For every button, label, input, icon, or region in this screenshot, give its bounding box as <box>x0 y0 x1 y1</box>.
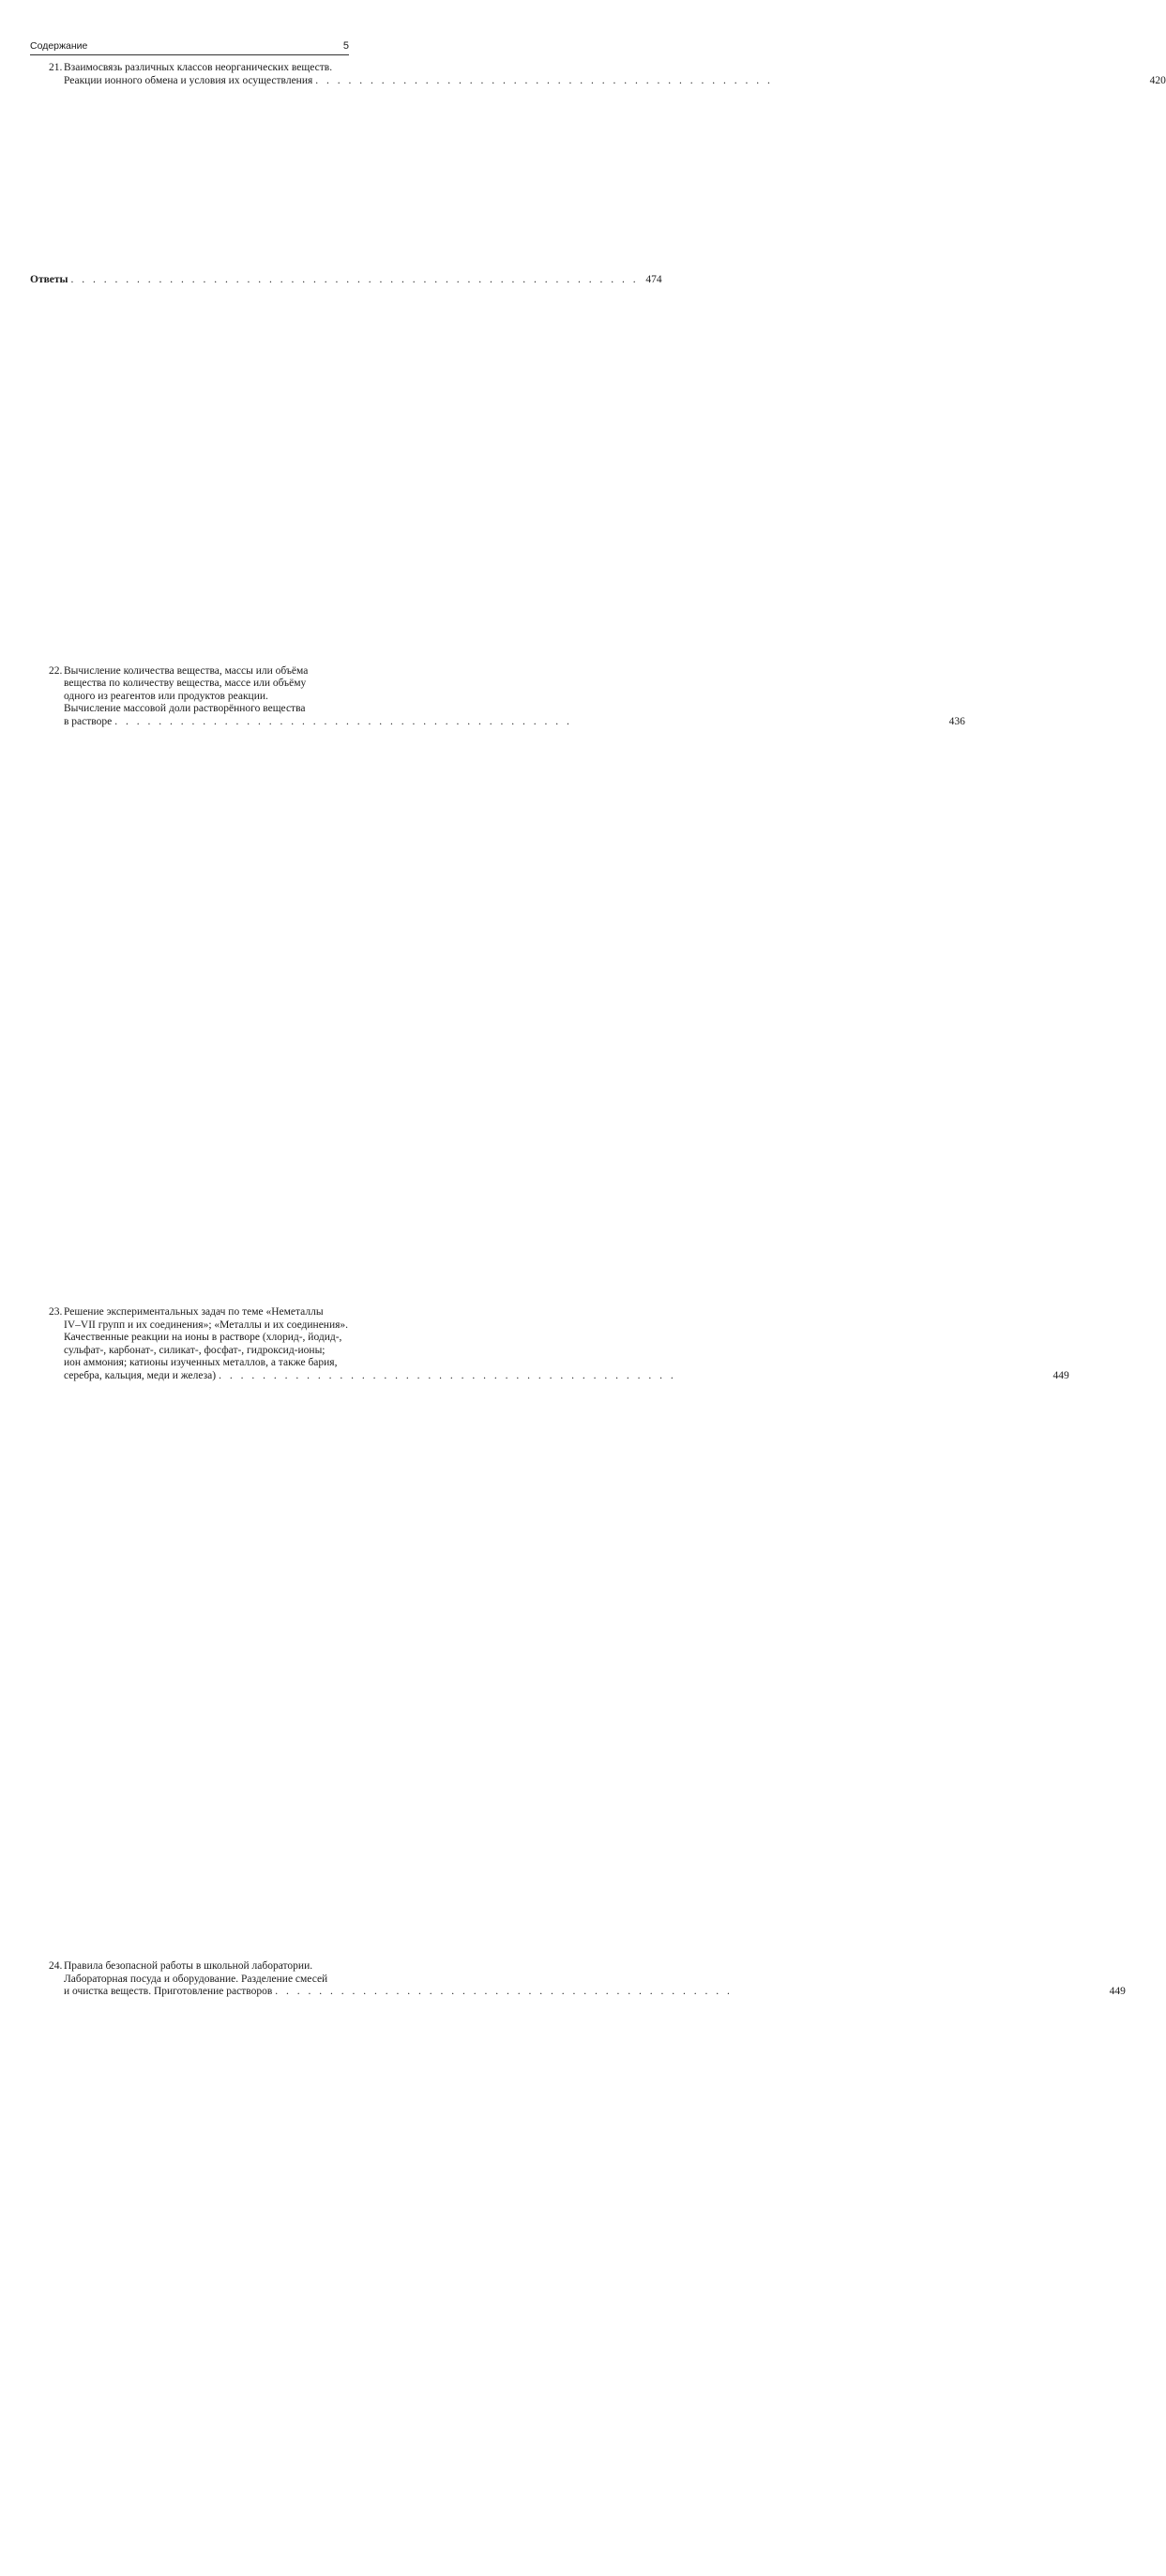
toc-entry-page: 449 <box>1052 1369 1069 1381</box>
toc-entry[interactable] <box>49 1959 1126 2572</box>
leader-dots: . . . . . . . . . . . . . . . . . . . . . . . . . . . . . . . . . . . . . . . . . . <box>315 74 773 86</box>
toc-entry-text-line: Правила безопасной работы в школьной лаборатории. <box>64 1959 313 1972</box>
toc-entry-text-line: IV–VII групп и их соединения»; «Металлы и их соединения». <box>64 1318 349 1331</box>
page-number: 5 <box>342 40 349 52</box>
toc-entry-number: 22. <box>49 664 63 677</box>
toc-entry-text-line: ион аммония; катионы изученных металлов, а также бария, <box>64 1357 338 1369</box>
toc-entry-text-line: и очистка веществ. Приготовление растворов <box>64 1986 273 1998</box>
toc-entry-number: 21. <box>49 62 63 73</box>
toc-entry-text-line: Решение экспериментальных задач по теме «Неметаллы <box>64 1305 324 1318</box>
toc-entry-page: 449 <box>1109 1986 1126 1998</box>
toc-entry-text-line: сульфат-, карбонат-, силикат-, фосфат-, гидроксид-ионы; <box>64 1344 326 1356</box>
leader-dots: . . . . . . . . . . . . . . . . . . . . . . . . . . . . . . . . . . . . . . . . . . <box>219 1369 676 1381</box>
toc-entry[interactable] <box>49 1305 1069 1957</box>
leader-dots: . . . . . . . . . . . . . . . . . . . . . . . . . . . . . . . . . . . . . . . . . . . . . . . . . . . . <box>70 274 639 285</box>
toc-entry-text-line: Качественные реакции на ионы в растворе (хлорид-, йодид-, <box>64 1332 342 1344</box>
toc-entry-text-line: в растворе <box>64 715 113 727</box>
toc-entry-text-line: Вычисление массовой доли растворённого вещества <box>64 703 306 715</box>
toc-entry-text-line: серебра, кальция, меди и железа) <box>64 1369 217 1381</box>
leader-dots: . . . . . . . . . . . . . . . . . . . . . . . . . . . . . . . . . . . . . . . . . . <box>114 715 572 727</box>
toc-entry-page: 420 <box>1149 74 1166 86</box>
toc-entry-text-line: Лабораторная посуда и оборудование. Разделение смесей <box>64 1973 328 1985</box>
toc-entry-page: 436 <box>948 715 965 727</box>
toc-entry-text-line: одного из реагентов или продуктов реакции. <box>64 690 268 702</box>
toc-entry-text-line: Вычисление количества вещества, массы или объёма <box>64 664 309 677</box>
toc-entry-page: 474 <box>645 274 662 285</box>
leader-dots: . . . . . . . . . . . . . . . . . . . . . . . . . . . . . . . . . . . . . . . . . . <box>275 1986 733 1998</box>
section-title: Содержание <box>30 40 88 52</box>
running-header <box>30 39 349 55</box>
toc-entry-text-line: Реакции ионного обмена и условия их осуществления <box>64 74 313 86</box>
toc-entry-number: 24. <box>49 1959 63 1972</box>
toc-entry-answers[interactable] <box>30 274 662 861</box>
toc-entry-text-line: вещества по количеству вещества, массе или объёму <box>64 678 307 690</box>
toc-entry-label: Ответы <box>30 274 68 285</box>
toc-entry-number: 23. <box>49 1305 63 1318</box>
toc-entry-text-line: Взаимосвязь различных классов неорганических веществ. <box>64 62 333 73</box>
